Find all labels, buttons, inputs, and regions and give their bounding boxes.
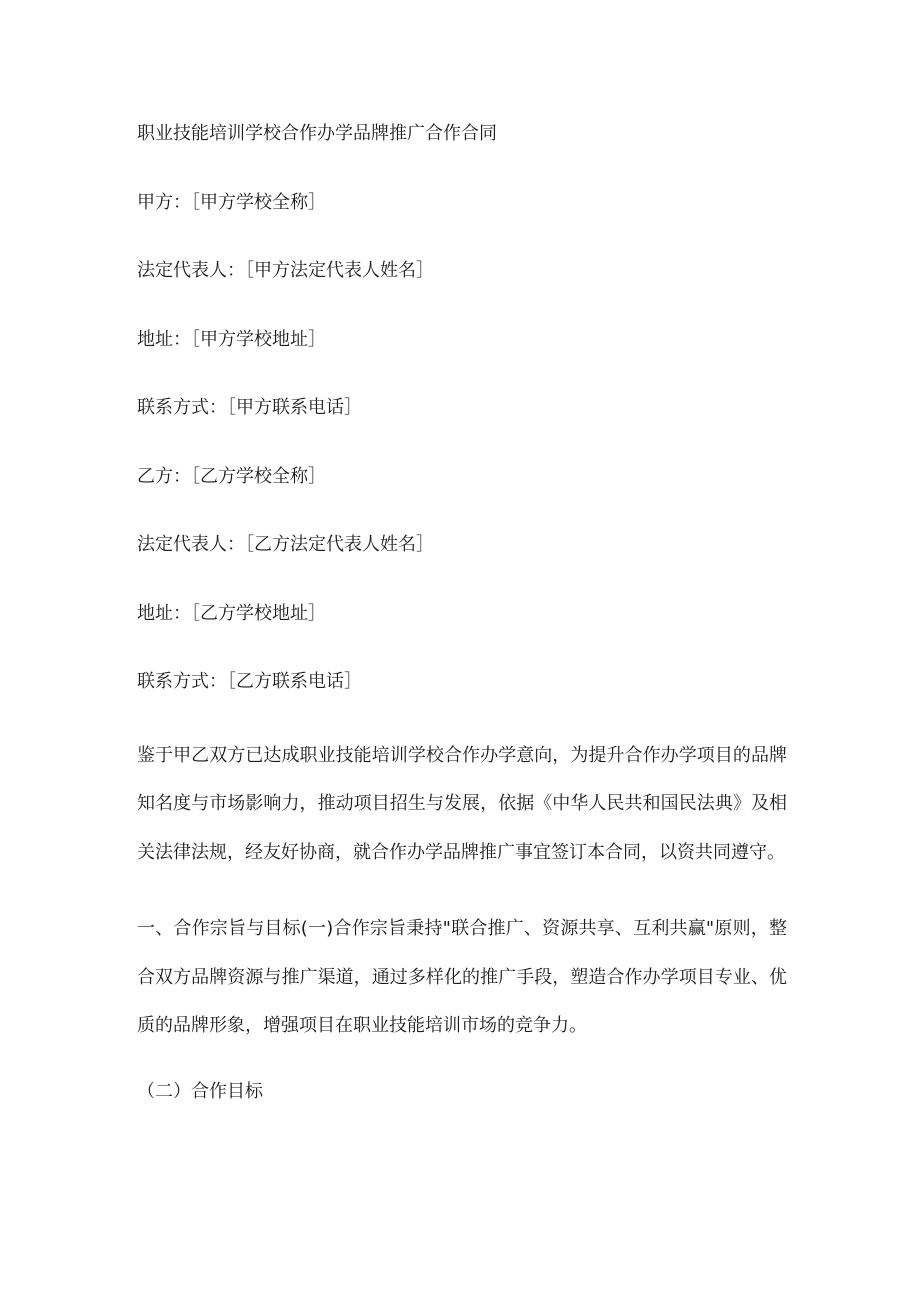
party-b-name: 乙方：［乙方学校全称］ xyxy=(137,465,326,487)
party-a-representative: 法定代表人：［甲方法定代表人姓名］ xyxy=(137,260,434,281)
party-a-address: 地址：［甲方学校地址］ xyxy=(137,328,326,350)
section-1-paragraph: 一、合作宗旨与目标(一)合作宗旨秉持"联合推广、资源共享、互利共赢"原则，整合双方品牌资源与推广渠道，通过多样化的推广手段，塑造合作办学项目专业、优质的品牌形象，增强项目在职业技能培训市场的竞争力。 xyxy=(137,918,787,1036)
section-1-2-heading: （二）合作目标 xyxy=(137,1080,263,1102)
document-title: 职业技能培训学校合作办学品牌推广合作合同 xyxy=(137,123,497,144)
party-a-name: 甲方：［甲方学校全称］ xyxy=(137,191,326,213)
party-a-contact: 联系方式：［甲方联系电话］ xyxy=(137,397,362,418)
party-b-representative: 法定代表人：［乙方法定代表人姓名］ xyxy=(137,534,434,555)
preamble-paragraph: 鉴于甲乙双方已达成职业技能培训学校合作办学意向，为提升合作办学项目的品牌知名度与市场影响力，推动项目招生与发展，依据《中华人民共和国民法典》及相关法律法规，经友好协商，就合作办学品牌推广事宜签订本合同，以资共同遵守。 xyxy=(137,744,787,863)
document-body xyxy=(137,115,787,1141)
party-b-address: 地址：［乙方学校地址］ xyxy=(137,602,326,624)
party-b-contact: 联系方式：［乙方联系电话］ xyxy=(137,671,362,692)
